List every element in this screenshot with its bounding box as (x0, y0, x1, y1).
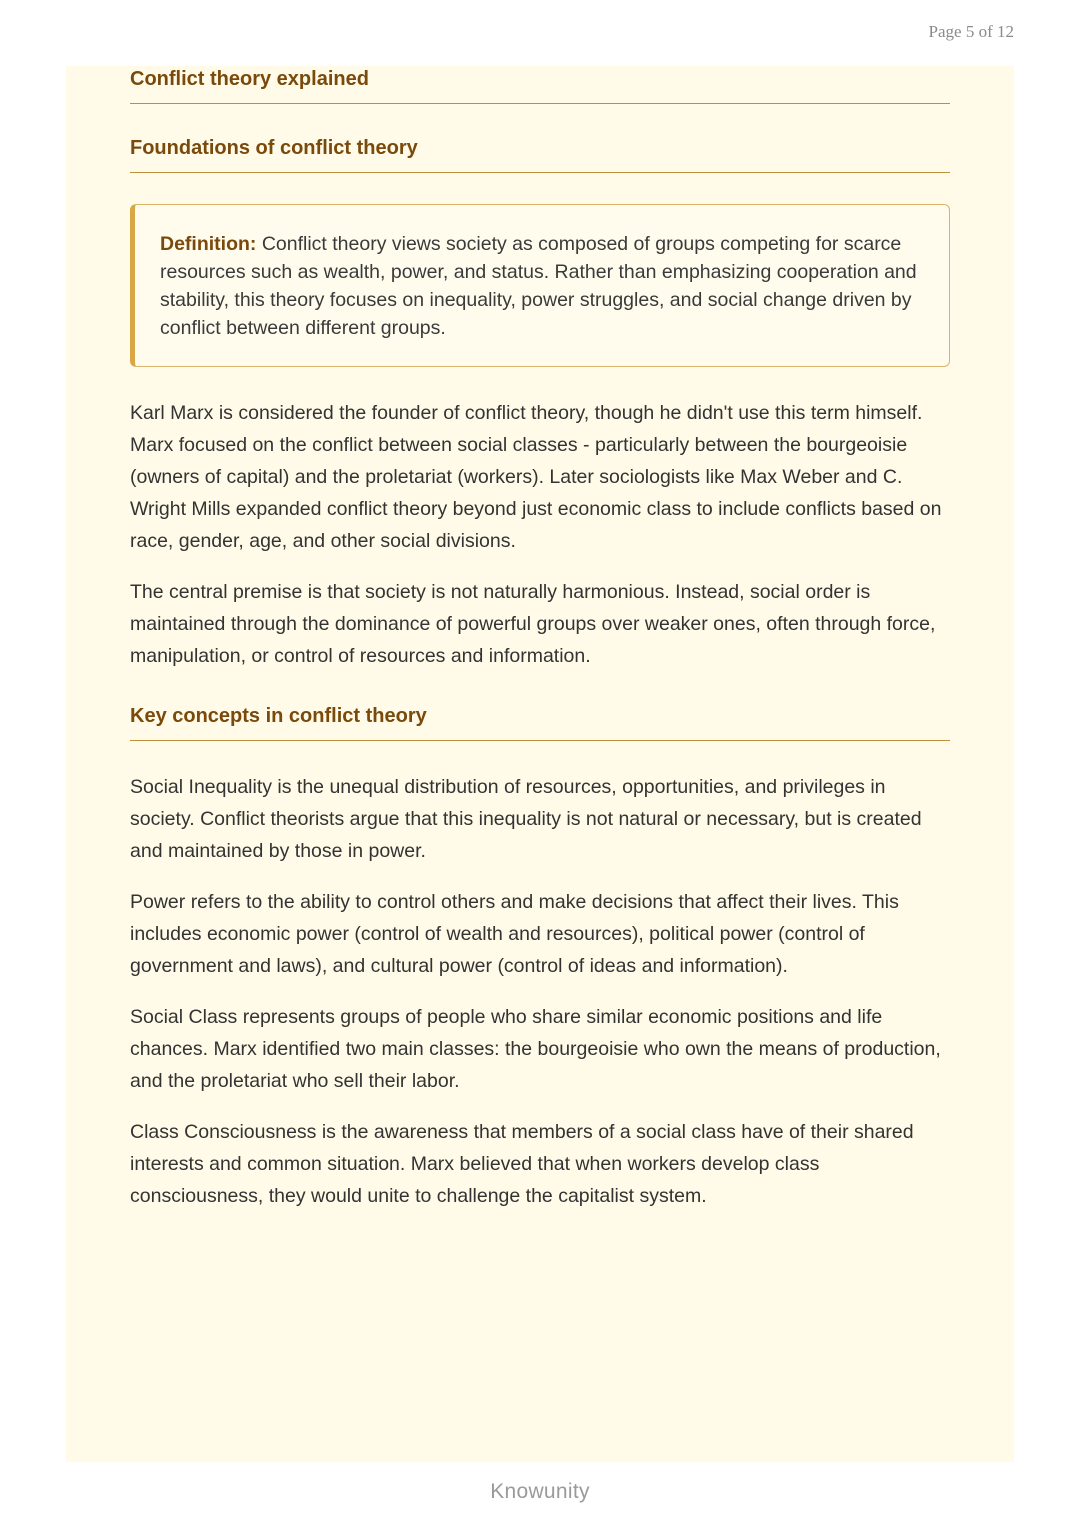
page-number: Page 5 of 12 (928, 22, 1014, 41)
paragraph-class-consciousness: Class Consciousness is the awareness that members of a social class have of their shared interests and common situation. Marx believed that when workers develop class consciousness, they would unite to challenge the capitalist system. (130, 1121, 914, 1207)
footer-brand-logo: Knowunity (490, 1480, 590, 1503)
definition-label: Definition: (160, 233, 257, 255)
section-heading-foundations: Foundations of conflict theory (130, 137, 950, 173)
definition-text: Conflict theory views society as composed of groups competing for scarce resources such as wealth, power, and status. Rather than emphasizing cooperation and stability, this theory focuses on inequality, power struggles, and social change driven by conflict between different groups. (160, 233, 917, 339)
paragraph-marx: Karl Marx is considered the founder of conflict theory, though he didn't use this term himself. Marx focused on the conflict between social classes - particularly between the bourgeoisie (owners of capital) and the proletariat (workers). Later sociologists like Max Weber and C. Wright Mills expanded conflict theory beyond just economic class to include conflicts based on race, gender, age, and other social divisions. (130, 402, 942, 552)
paragraph-power: Power refers to the ability to control others and make decisions that affect their lives. This includes economic power (control of wealth and resources), political power (control of government and laws), and cultural power (control of ideas and information). (130, 891, 899, 977)
paragraph-social-class: Social Class represents groups of people who share similar economic positions and life chances. Marx identified two main classes: the bourgeoisie who own the means of production, and the proletariat who sell their labor. (130, 1006, 941, 1092)
paragraph-social-inequality: Social Inequality is the unequal distribution of resources, opportunities, and privileges in society. Conflict theorists argue that this inequality is not natural or necessary, but is created and maintained by those in power. (130, 776, 922, 862)
document-content (130, 66, 950, 1212)
paragraph-premise: The central premise is that society is not naturally harmonious. Instead, social order is maintained through the dominance of powerful groups over weaker ones, often through force, manipulation, or control of resources and information. (130, 581, 936, 667)
definition-box (130, 204, 950, 367)
document-page (66, 66, 1014, 1462)
section-heading-key-concepts: Key concepts in conflict theory (130, 705, 950, 741)
main-heading: Conflict theory explained (130, 68, 950, 104)
